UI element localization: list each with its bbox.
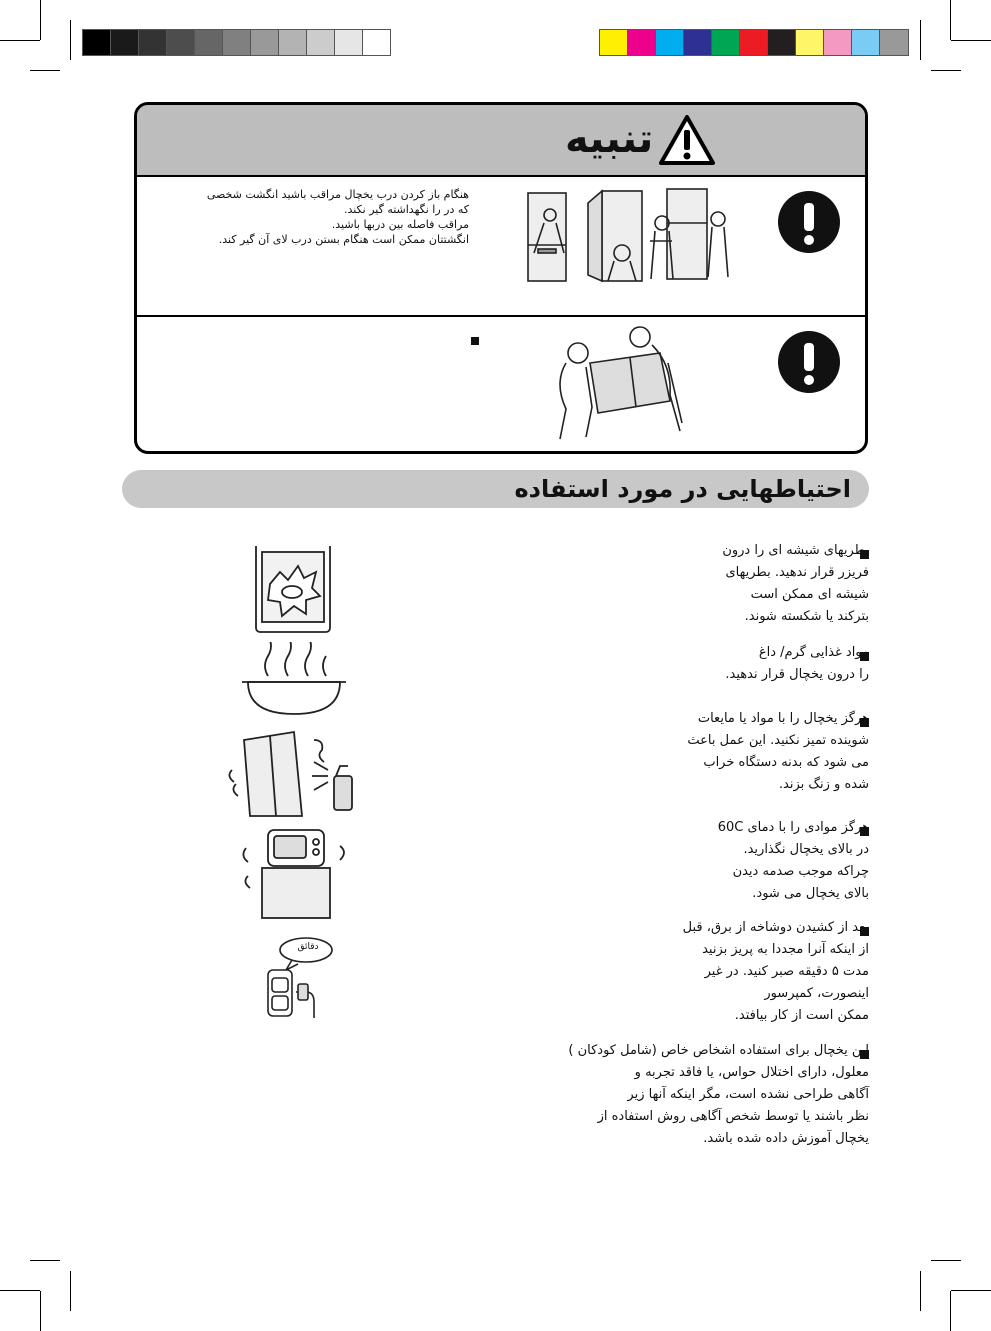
- text-line: در بالای یخچال نگذارید.: [743, 842, 869, 857]
- bullet-square: [471, 337, 479, 345]
- caution-box: [134, 102, 868, 454]
- precaution-item-3: [549, 708, 869, 796]
- crop-mark: [0, 1290, 40, 1291]
- exclamation-icon: [778, 191, 840, 253]
- crop-mark: [950, 0, 951, 40]
- microwave-on-fridge-illustration: [240, 826, 352, 920]
- caution-title: تنبیه: [565, 116, 654, 162]
- crop-mark: [0, 40, 40, 41]
- text-line: یخچال آموزش داده شده باشد.: [703, 1131, 869, 1146]
- crop-mark: [70, 1271, 71, 1311]
- color-calibration-bar: [599, 29, 909, 56]
- freezer-bottle-illustration: [252, 544, 334, 634]
- grayscale-calibration-bar: [82, 29, 391, 56]
- crop-mark: [40, 1291, 41, 1331]
- text-line: بطریهای شیشه ای را درون: [722, 543, 869, 558]
- text-line: شیشه ای ممکن است: [750, 587, 869, 602]
- text-line: که در را نگهداشته گیر نکند.: [343, 203, 469, 216]
- crop-mark: [920, 1271, 921, 1311]
- crop-mark: [951, 1290, 991, 1291]
- text-line: بترکند یا شکسته شوند.: [744, 609, 869, 624]
- section-header: [122, 470, 869, 508]
- crop-mark: [931, 70, 961, 71]
- caution-divider: [137, 315, 865, 317]
- text-line: نظر باشند یا توسط شخص آگاهی روش استفاده از: [597, 1109, 869, 1124]
- precaution-item-4: [549, 817, 869, 905]
- text-line: از اینکه آنرا مجددا به پریز بزنید: [702, 942, 869, 957]
- crop-mark: [40, 0, 41, 40]
- text-line: اینصورت، کمپرسور: [764, 986, 869, 1001]
- text-line: شوینده تمیز نکنید. این عمل باعث: [687, 733, 869, 748]
- precaution-item-1: [549, 540, 869, 628]
- spray-cleaning-illustration: [224, 730, 368, 820]
- precaution-item-2: [549, 642, 869, 686]
- exclamation-icon: [778, 331, 840, 393]
- text-line: مدت ۵ دقیقه صبر کنید. در غیر: [704, 964, 869, 979]
- fridge-door-pinch-illustration: [522, 183, 732, 287]
- crop-mark: [70, 20, 71, 60]
- precaution-item-5: [549, 917, 869, 1027]
- text-line: چراکه موجب صدمه دیدن: [732, 864, 869, 879]
- text-line: بعد از کشیدن دوشاخه از برق، قبل: [682, 920, 869, 935]
- text-line: بالای یخچال می شود.: [752, 886, 869, 901]
- text-line: انگشتتان ممکن است هنگام بستن درب لای آن گیر کند.: [218, 233, 469, 246]
- speech-bubble-text: دقائق: [297, 942, 319, 952]
- text-line: معلول، دارای اختلال حواس، یا فاقد تجربه و: [634, 1065, 869, 1080]
- precaution-item-6: [539, 1040, 869, 1150]
- text-line: هنگام باز کردن درب یخچال مراقب باشید انگشت شخصی: [206, 188, 469, 201]
- caution-header: [137, 105, 865, 177]
- text-line: این یخچال برای استفاده اشخاص خاص (شامل کودکان ): [568, 1043, 869, 1058]
- warning-triangle-icon: [657, 113, 717, 167]
- crop-mark: [30, 1260, 60, 1261]
- text-line: هرگز موادی را با دمای 60C: [717, 820, 869, 835]
- text-line: مراقب فاصله بین دربها باشید.: [331, 218, 469, 231]
- crop-mark: [30, 70, 60, 71]
- crop-mark: [950, 1291, 951, 1331]
- caution-block-1-text: [157, 187, 469, 247]
- crop-mark: [931, 1260, 961, 1261]
- text-line: را درون یخچال قرار ندهید.: [725, 667, 869, 682]
- crop-mark: [920, 20, 921, 60]
- text-line: شده و زنگ بزند.: [778, 777, 869, 792]
- text-line: هرگز یخچال را با مواد یا مایعات: [697, 711, 869, 726]
- hot-food-illustration: [238, 642, 350, 724]
- text-line: مواد غذایی گرم/ داغ: [758, 645, 869, 660]
- text-line: فریزر قرار ندهید. بطریهای: [725, 565, 869, 580]
- section-title: احتیاطهایی در مورد استفاده: [514, 475, 851, 503]
- text-line: می شود که بدنه دستگاه خراب: [703, 755, 869, 770]
- text-line: آگاهی طراحی نشده است، مگر اینکه آنها زیر: [627, 1087, 869, 1102]
- carrying-fridge-illustration: [542, 323, 702, 448]
- text-line: ممکن است از کار بیافتد.: [734, 1008, 869, 1023]
- crop-mark: [951, 40, 991, 41]
